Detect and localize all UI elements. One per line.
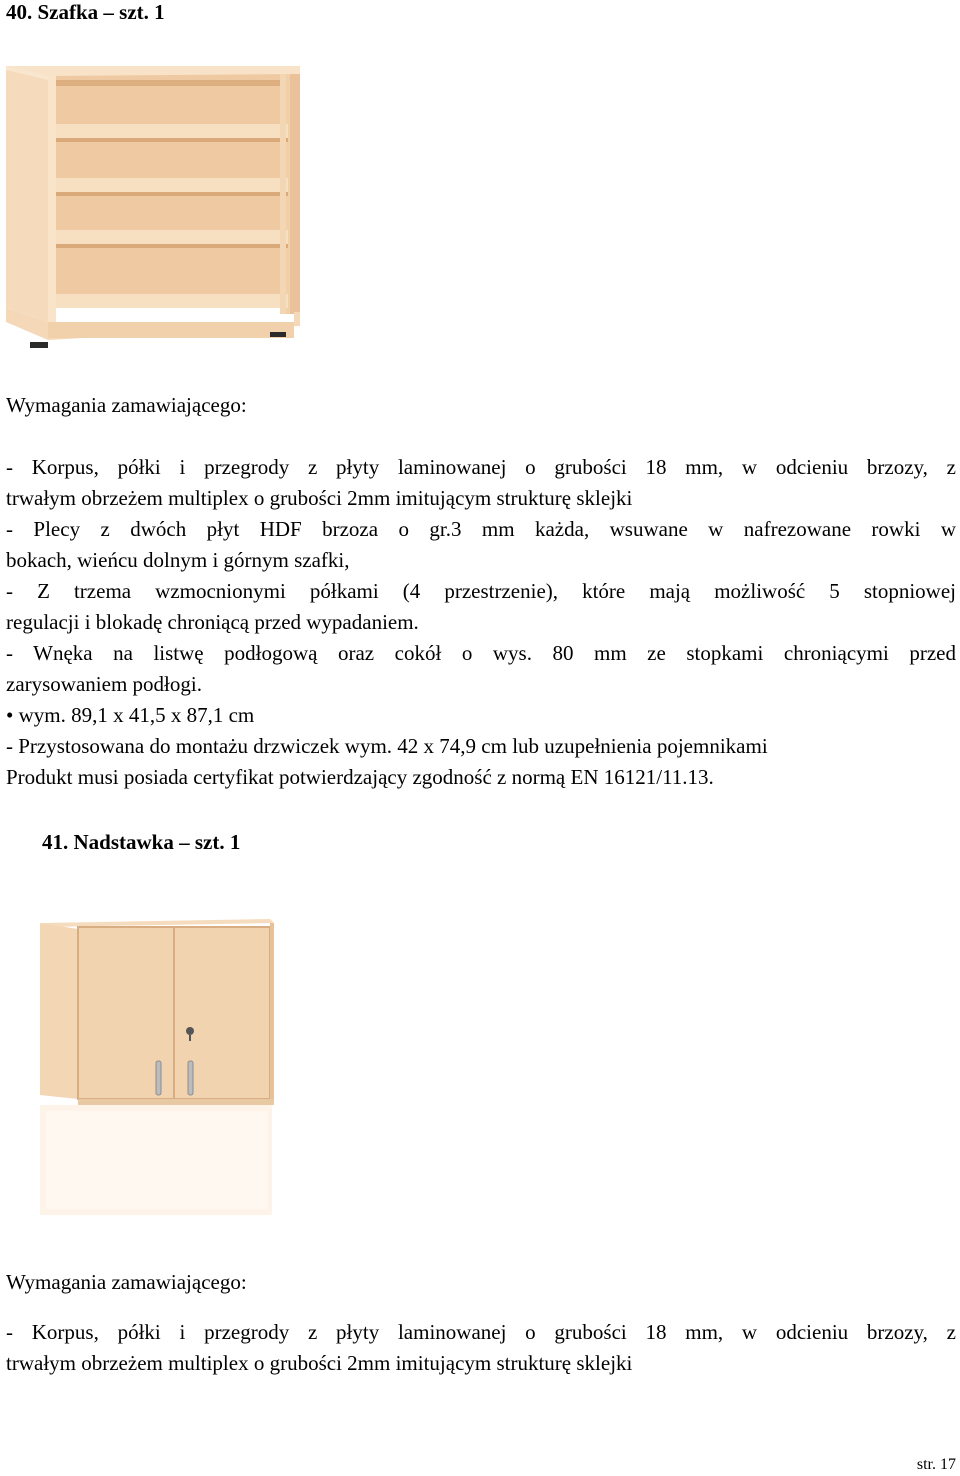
requirement-line: - Wnęka na listwę podłogową oraz cokół o wys. 80 mm ze stopkami chroniącymi przed: [6, 641, 956, 665]
page-number: str. 17: [916, 1456, 956, 1473]
requirement-line: Produkt musi posiada certyfikat potwierdzający zgodność z normą EN 16121/11.13.: [6, 765, 714, 789]
requirement-line: regulacji i blokadę chroniącą przed wypadaniem.: [6, 610, 419, 634]
requirements-title-41: Wymagania zamawiającego:: [6, 1270, 247, 1294]
requirements-list-40: [6, 452, 956, 793]
open-shelf-cabinet-image: [4, 60, 304, 352]
section-heading-41: 41. Nadstawka – szt. 1: [42, 830, 241, 854]
requirement-line: zarysowaniem podłogi.: [6, 672, 202, 696]
requirement-line: - Korpus, półki i przegrody z płyty laminowanej o grubości 18 mm, w odcieniu brzozy, z: [6, 1320, 956, 1344]
requirements-title-40: Wymagania zamawiającego:: [6, 393, 247, 417]
requirement-line: • wym. 89,1 x 41,5 x 87,1 cm: [6, 703, 255, 727]
requirement-line: - Z trzema wzmocnionymi półkami (4 przestrzenie), które mają możliwość 5 stopniowej: [6, 579, 956, 603]
section-heading-40: 40. Szafka – szt. 1: [6, 0, 165, 24]
requirement-line: bokach, wieńcu dolnym i górnym szafki,: [6, 548, 350, 572]
requirement-line: - Plecy z dwóch płyt HDF brzoza o gr.3 mm każda, wsuwane w nafrezowane rowki w: [6, 517, 956, 541]
requirement-line: trwałym obrzeżem multiplex o grubości 2mm imitującym strukturę sklejki: [6, 1351, 633, 1375]
requirement-line: - Korpus, półki i przegrody z płyty laminowanej o grubości 18 mm, w odcieniu brzozy, z: [6, 455, 956, 479]
requirements-list-41: [6, 1317, 956, 1379]
requirement-line: - Przystosowana do montażu drzwiczek wym. 42 x 74,9 cm lub uzupełnienia pojemnikami: [6, 734, 768, 758]
requirement-line: trwałym obrzeżem multiplex o grubości 2mm imitującym strukturę sklejki: [6, 486, 633, 510]
two-door-topper-image: [38, 915, 278, 1220]
